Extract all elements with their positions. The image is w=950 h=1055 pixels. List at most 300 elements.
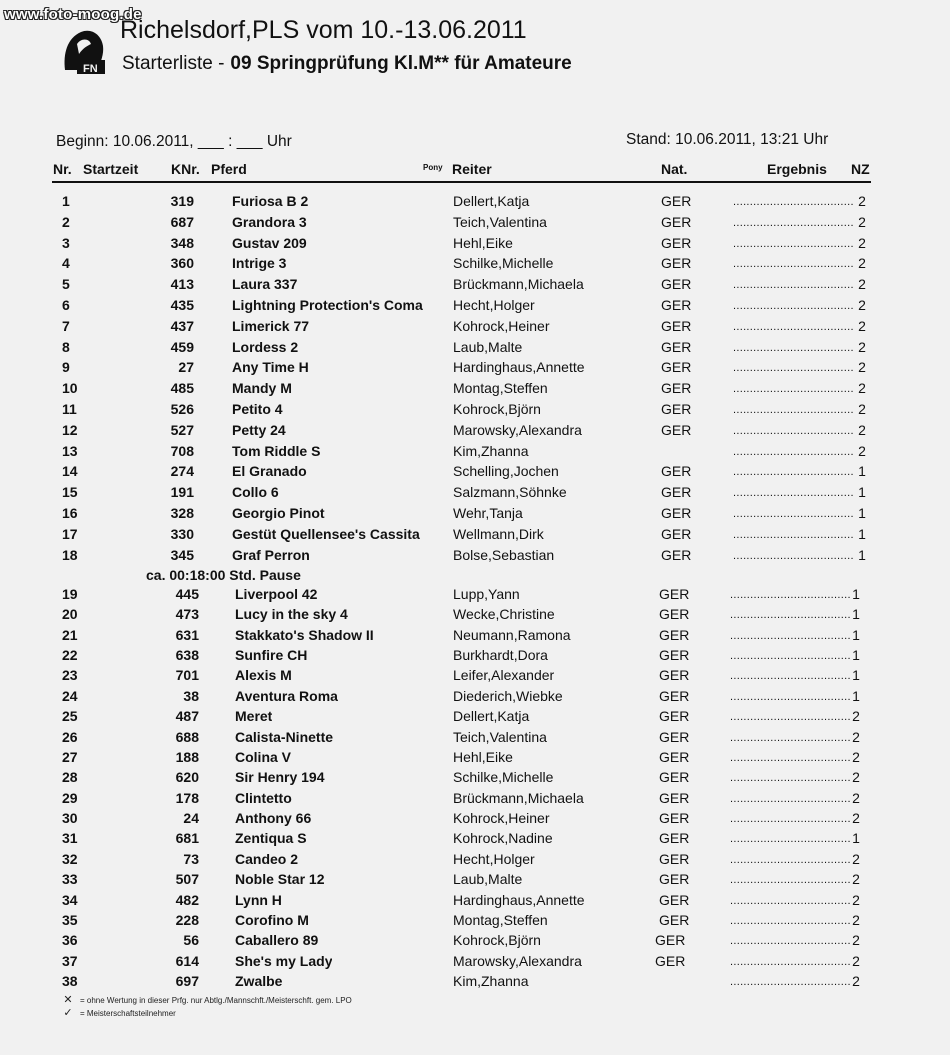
horse-name: Candeo 2	[235, 851, 299, 867]
rider-name: Burkhardt,Dora	[453, 647, 548, 663]
nz-value: 1	[852, 586, 860, 602]
horse-name: Colina V	[235, 749, 292, 765]
nz-value: 2	[852, 769, 860, 785]
starter-number: 11	[62, 401, 77, 417]
nz-value: 2	[852, 810, 860, 826]
table-row	[0, 932, 950, 952]
starter-number: 30	[62, 810, 78, 826]
rider-name: Schilke,Michelle	[453, 255, 554, 271]
nation: GER	[661, 359, 692, 375]
table-row	[0, 214, 950, 234]
subtitle-prefix: Starterliste -	[122, 53, 225, 74]
horse-name: Stakkato's Shadow II	[235, 627, 374, 643]
result-field: ....................................	[730, 833, 851, 845]
horse-name: Calista-Ninette	[235, 729, 334, 745]
nation: GER	[659, 871, 690, 887]
horse-name: Noble Star 12	[235, 871, 325, 887]
result-field: ....................................	[733, 550, 854, 562]
rider-name: Dellert,Katja	[453, 708, 530, 724]
head-number: 345	[170, 547, 194, 563]
nz-value: 2	[852, 790, 860, 806]
head-number: 330	[170, 526, 194, 542]
nation: GER	[661, 214, 692, 230]
footnote-1	[60, 993, 352, 1006]
rider-name: Teich,Valentina	[453, 214, 547, 230]
nz-value: 2	[858, 359, 866, 375]
table-row	[0, 790, 950, 810]
table-row	[0, 606, 950, 626]
result-field: ....................................	[730, 732, 851, 744]
result-field: ....................................	[733, 238, 854, 250]
result-field: ....................................	[733, 487, 854, 499]
status-date-line: Stand: 10.06.2011, 13:21 Uhr	[626, 131, 829, 148]
head-number: 437	[170, 318, 194, 334]
page-title: Richelsdorf,PLS vom 10.-13.06.2011	[120, 16, 527, 44]
head-number: 24	[183, 810, 199, 826]
table-row	[0, 749, 950, 769]
result-field: ....................................	[733, 383, 854, 395]
nation: GER	[661, 318, 692, 334]
nation: GER	[661, 255, 692, 271]
start-time-line: Beginn: 10.06.2011, ___ : ___ Uhr	[56, 133, 292, 150]
nz-value: 2	[858, 339, 866, 355]
table-row	[0, 318, 950, 338]
nz-value: 1	[858, 505, 866, 521]
nation: GER	[661, 526, 692, 542]
starter-number: 26	[62, 729, 78, 745]
rider-name: Wellmann,Dirk	[453, 526, 544, 542]
result-field: ....................................	[733, 446, 854, 458]
result-field: ....................................	[733, 279, 854, 291]
rider-name: Schelling,Jochen	[453, 463, 559, 479]
nation: GER	[655, 953, 686, 969]
nz-value: 2	[858, 214, 866, 230]
table-row	[0, 810, 950, 830]
col-header-nr: Nr.	[53, 161, 72, 177]
rider-name: Bolse,Sebastian	[453, 547, 555, 563]
table-row	[0, 401, 950, 421]
starter-number: 9	[62, 359, 70, 375]
nz-value: 1	[852, 667, 860, 683]
rider-name: Salzmann,Söhnke	[453, 484, 567, 500]
rider-name: Kim,Zhanna	[453, 973, 529, 989]
head-number: 348	[170, 235, 194, 251]
starter-number: 31	[62, 830, 78, 846]
table-row	[0, 667, 950, 687]
nation: GER	[661, 422, 692, 438]
col-header-knr: KNr.	[171, 161, 200, 177]
nation: GER	[661, 547, 692, 563]
result-field: ....................................	[730, 874, 851, 886]
result-field: ....................................	[733, 404, 854, 416]
horse-name: Aventura Roma	[235, 688, 338, 704]
nz-value: 2	[858, 297, 866, 313]
nation: GER	[661, 484, 692, 500]
table-row	[0, 647, 950, 667]
horse-name: Lordess 2	[232, 339, 299, 355]
table-row	[0, 953, 950, 973]
table-row	[0, 193, 950, 213]
table-row	[0, 912, 950, 932]
nation: GER	[661, 193, 692, 209]
nz-value: 1	[852, 627, 860, 643]
head-number: 435	[170, 297, 194, 313]
starter-number: 10	[62, 380, 78, 396]
result-field: ....................................	[730, 711, 851, 723]
nation: GER	[659, 830, 690, 846]
nation: GER	[661, 276, 692, 292]
result-field: ....................................	[730, 691, 851, 703]
result-field: ....................................	[730, 793, 851, 805]
starter-number: 14	[62, 463, 78, 479]
table-row	[0, 973, 950, 993]
table-row	[0, 627, 950, 647]
starter-number: 1	[62, 193, 70, 209]
result-field: ....................................	[733, 300, 854, 312]
head-number: 527	[170, 422, 194, 438]
nz-value: 2	[852, 912, 860, 928]
starter-number: 22	[62, 647, 78, 663]
nz-value: 2	[852, 932, 860, 948]
rider-name: Teich,Valentina	[453, 729, 547, 745]
pause-note: ca. 00:18:00 Std. Pause	[146, 567, 301, 583]
nation: GER	[661, 401, 692, 417]
horse-name: Gestüt Quellensee's Cassita	[232, 526, 420, 542]
result-field: ....................................	[730, 895, 851, 907]
horse-name: Laura 337	[232, 276, 298, 292]
rider-name: Hardinghaus,Annette	[453, 892, 585, 908]
table-row	[0, 769, 950, 789]
starter-number: 38	[62, 973, 78, 989]
nation: GER	[659, 892, 690, 908]
horse-name: Anthony 66	[235, 810, 312, 826]
page-subtitle	[122, 53, 572, 75]
table-row	[0, 484, 950, 504]
result-field: ....................................	[730, 752, 851, 764]
horse-name: Petty 24	[232, 422, 286, 438]
nz-value: 2	[858, 443, 866, 459]
head-number: 274	[170, 463, 194, 479]
starter-number: 28	[62, 769, 78, 785]
nation: GER	[659, 708, 690, 724]
horse-name: Grandora 3	[232, 214, 307, 230]
starter-number: 37	[62, 953, 78, 969]
horse-name: Meret	[235, 708, 273, 724]
table-row	[0, 830, 950, 850]
horse-name: Clintetto	[235, 790, 292, 806]
head-number: 688	[175, 729, 199, 745]
horse-name: Corofino M	[235, 912, 309, 928]
starter-number: 29	[62, 790, 78, 806]
result-field: ....................................	[733, 217, 854, 229]
starter-number: 5	[62, 276, 70, 292]
horse-name: Caballero 89	[235, 932, 319, 948]
rider-name: Wecke,Christine	[453, 606, 555, 622]
horse-name: Gustav 209	[232, 235, 307, 251]
nation: GER	[659, 912, 690, 928]
horse-name: Petito 4	[232, 401, 283, 417]
rider-name: Hehl,Eike	[453, 235, 513, 251]
nz-value: 2	[858, 276, 866, 292]
rider-name: Hecht,Holger	[453, 851, 535, 867]
head-number: 687	[170, 214, 194, 230]
starter-number: 35	[62, 912, 78, 928]
head-number: 319	[170, 193, 194, 209]
head-number: 708	[170, 443, 194, 459]
result-field: ....................................	[730, 915, 851, 927]
head-number: 638	[175, 647, 199, 663]
table-row	[0, 422, 950, 442]
col-header-nat: Nat.	[661, 161, 688, 177]
watermark: www.foto-moog.de	[4, 6, 142, 23]
nz-value: 1	[852, 647, 860, 663]
head-number: 38	[183, 688, 199, 704]
result-field: ....................................	[733, 425, 854, 437]
head-number: 681	[175, 830, 199, 846]
starter-number: 27	[62, 749, 78, 765]
table-row	[0, 255, 950, 275]
competition-name: 09 Springprüfung Kl.M** für Amateure	[230, 53, 572, 74]
nz-value: 1	[852, 830, 860, 846]
rider-name: Brückmann,Michaela	[453, 790, 584, 806]
nation: GER	[659, 790, 690, 806]
starter-number: 19	[62, 586, 78, 602]
col-header-pony: Pony	[423, 163, 443, 172]
nz-value: 2	[852, 708, 860, 724]
crossed-horses-icon: ✕	[63, 994, 73, 1006]
table-row	[0, 688, 950, 708]
rider-name: Kim,Zhanna	[453, 443, 529, 459]
nation: GER	[659, 688, 690, 704]
table-row	[0, 380, 950, 400]
nz-value: 2	[852, 749, 860, 765]
head-number: 445	[175, 586, 199, 602]
rider-name: Marowsky,Alexandra	[453, 422, 582, 438]
horse-name: Tom Riddle S	[232, 443, 321, 459]
rider-name: Lupp,Yann	[453, 586, 520, 602]
rider-name: Montag,Steffen	[453, 912, 548, 928]
nz-value: 2	[858, 318, 866, 334]
head-number: 328	[170, 505, 194, 521]
result-field: ....................................	[730, 630, 851, 642]
rider-name: Montag,Steffen	[453, 380, 548, 396]
nz-value: 2	[852, 953, 860, 969]
head-number: 701	[175, 667, 199, 683]
table-row	[0, 526, 950, 546]
rider-name: Kohrock,Nadine	[453, 830, 553, 846]
table-row	[0, 297, 950, 317]
nation: GER	[659, 769, 690, 785]
nz-value: 1	[858, 526, 866, 542]
result-field: ....................................	[733, 321, 854, 333]
rider-name: Diederich,Wiebke	[453, 688, 563, 704]
nation: GER	[659, 851, 690, 867]
rider-name: Laub,Malte	[453, 871, 523, 887]
nation: GER	[655, 932, 686, 948]
horse-name: Limerick 77	[232, 318, 310, 334]
horse-name: El Granado	[232, 463, 307, 479]
nation: GER	[659, 749, 690, 765]
result-field: ....................................	[730, 854, 851, 866]
horse-name: Georgio Pinot	[232, 505, 325, 521]
horse-name: Mandy M	[232, 380, 292, 396]
rider-name: Wehr,Tanja	[453, 505, 523, 521]
nz-value: 2	[852, 729, 860, 745]
nation: GER	[659, 606, 690, 622]
result-field: ....................................	[730, 772, 851, 784]
horse-name: Lightning Protection's Coma	[232, 297, 423, 313]
result-field: ....................................	[730, 589, 851, 601]
head-number: 459	[170, 339, 194, 355]
table-row	[0, 871, 950, 891]
fn-logo-text: FN	[83, 63, 98, 75]
starter-number: 3	[62, 235, 70, 251]
nz-value: 1	[858, 484, 866, 500]
rider-name: Laub,Malte	[453, 339, 523, 355]
result-field: ....................................	[733, 529, 854, 541]
starter-number: 8	[62, 339, 70, 355]
horse-name: Intrige 3	[232, 255, 287, 271]
starter-number: 4	[62, 255, 70, 271]
horse-name: Graf Perron	[232, 547, 310, 563]
horse-name: Sir Henry 194	[235, 769, 325, 785]
head-number: 27	[178, 359, 194, 375]
horse-name: Lucy in the sky 4	[235, 606, 348, 622]
nation: GER	[661, 339, 692, 355]
starter-number: 2	[62, 214, 70, 230]
table-row	[0, 547, 950, 567]
fn-horse-head-logo	[57, 24, 107, 76]
head-number: 487	[175, 708, 199, 724]
starter-number: 36	[62, 932, 78, 948]
result-field: ....................................	[733, 508, 854, 520]
rider-name: Hehl,Eike	[453, 749, 513, 765]
head-number: 482	[175, 892, 199, 908]
rider-name: Hardinghaus,Annette	[453, 359, 585, 375]
result-field: ....................................	[730, 935, 851, 947]
starter-number: 18	[62, 547, 78, 563]
head-number: 485	[170, 380, 194, 396]
nz-value: 1	[852, 606, 860, 622]
starter-number: 15	[62, 484, 78, 500]
table-row	[0, 276, 950, 296]
rider-name: Neumann,Ramona	[453, 627, 571, 643]
rider-name: Kohrock,Heiner	[453, 810, 550, 826]
table-row	[0, 443, 950, 463]
header-rule	[52, 181, 871, 183]
horse-name: Zentiqua S	[235, 830, 307, 846]
head-number: 620	[175, 769, 199, 785]
head-number: 360	[170, 255, 194, 271]
result-field: ....................................	[730, 650, 851, 662]
result-field: ....................................	[730, 956, 851, 968]
horse-name: Sunfire CH	[235, 647, 308, 663]
nation: GER	[661, 235, 692, 251]
horse-name: Lynn H	[235, 892, 282, 908]
checkmark-icon: ✓	[63, 1007, 73, 1019]
head-number: 614	[175, 953, 199, 969]
result-field: ....................................	[730, 813, 851, 825]
footnote-2	[60, 1006, 176, 1019]
nz-value: 1	[858, 463, 866, 479]
head-number: 191	[170, 484, 194, 500]
table-row	[0, 235, 950, 255]
footnote-text: = ohne Wertung in dieser Prfg. nur Abtlg./Mannschft./Meisterschft. gem. LPO	[80, 996, 352, 1005]
rider-name: Marowsky,Alexandra	[453, 953, 582, 969]
result-field: ....................................	[733, 196, 854, 208]
horse-name: Zwalbe	[235, 973, 283, 989]
starter-number: 13	[62, 443, 78, 459]
table-row	[0, 729, 950, 749]
result-field: ....................................	[733, 362, 854, 374]
starter-number: 24	[62, 688, 78, 704]
result-field: ....................................	[730, 670, 851, 682]
rider-name: Brückmann,Michaela	[453, 276, 584, 292]
head-number: 56	[183, 932, 199, 948]
head-number: 178	[175, 790, 199, 806]
footnote-text: = Meisterschaftsteilnehmer	[80, 1009, 176, 1018]
starter-number: 17	[62, 526, 78, 542]
horse-name: Alexis M	[235, 667, 292, 683]
head-number: 413	[170, 276, 194, 292]
starter-number: 16	[62, 505, 78, 521]
starter-number: 21	[62, 627, 78, 643]
nation: GER	[659, 810, 690, 826]
rider-name: Schilke,Michelle	[453, 769, 554, 785]
starter-number: 34	[62, 892, 78, 908]
col-header-nz: NZ	[851, 161, 870, 177]
nz-value: 2	[858, 255, 866, 271]
rider-name: Hecht,Holger	[453, 297, 535, 313]
starter-number: 20	[62, 606, 78, 622]
head-number: 631	[175, 627, 199, 643]
nation: GER	[661, 380, 692, 396]
table-row	[0, 586, 950, 606]
table-row	[0, 892, 950, 912]
nz-value: 2	[852, 973, 860, 989]
result-field: ....................................	[730, 976, 851, 988]
result-field: ....................................	[733, 342, 854, 354]
nz-value: 2	[858, 422, 866, 438]
head-number: 507	[175, 871, 199, 887]
col-header-pferd: Pferd	[211, 161, 247, 177]
nz-value: 2	[858, 401, 866, 417]
starter-number: 12	[62, 422, 78, 438]
nation: GER	[659, 586, 690, 602]
rider-name: Kohrock,Björn	[453, 932, 541, 948]
starter-number: 7	[62, 318, 70, 334]
nation: GER	[659, 667, 690, 683]
nz-value: 2	[852, 851, 860, 867]
nz-value: 1	[858, 547, 866, 563]
col-header-startzeit: Startzeit	[83, 161, 139, 177]
head-number: 473	[175, 606, 199, 622]
horse-name: She's my Lady	[235, 953, 333, 969]
starter-number: 23	[62, 667, 78, 683]
nz-value: 1	[852, 688, 860, 704]
nation: GER	[661, 463, 692, 479]
head-number: 73	[183, 851, 199, 867]
nz-value: 2	[858, 235, 866, 251]
result-field: ....................................	[730, 609, 851, 621]
table-row	[0, 339, 950, 359]
nz-value: 2	[858, 193, 866, 209]
rider-name: Kohrock,Heiner	[453, 318, 550, 334]
head-number: 188	[175, 749, 199, 765]
col-header-ergebnis: Ergebnis	[767, 161, 827, 177]
starter-number: 33	[62, 871, 78, 887]
nation: GER	[659, 647, 690, 663]
